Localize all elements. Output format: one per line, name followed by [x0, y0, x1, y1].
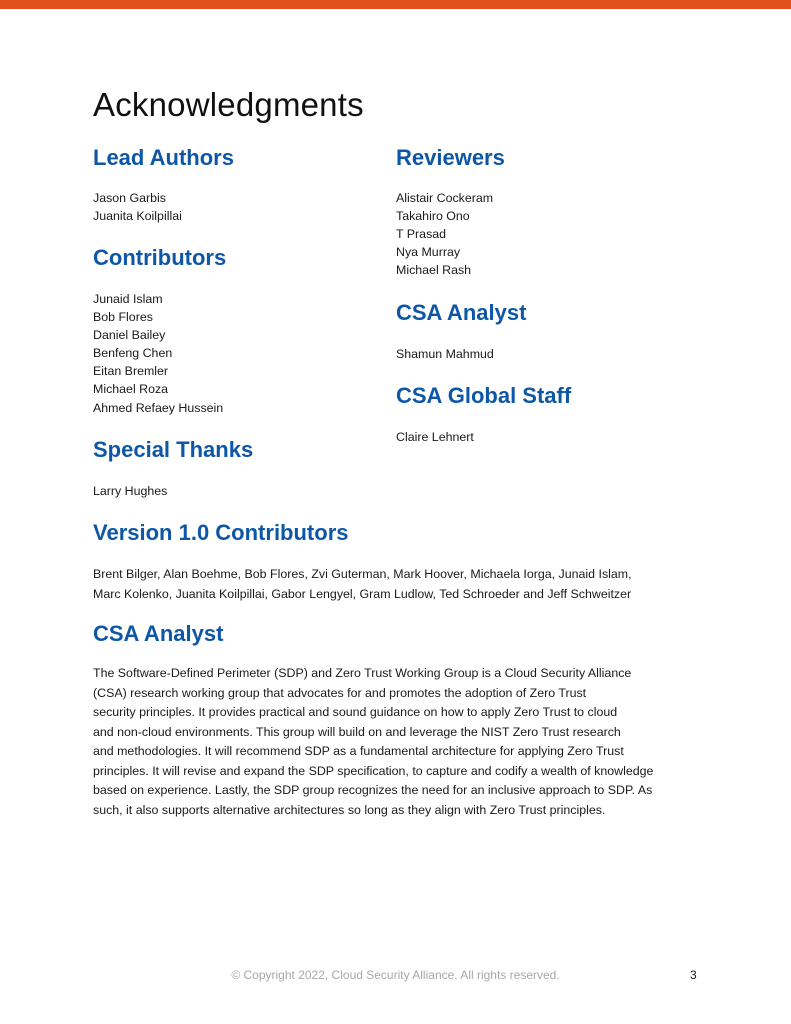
- name-item: Daniel Bailey: [93, 328, 166, 343]
- text-line: Marc Kolenko, Juanita Koilpillai, Gabor Lengyel, Gram Ludlow, Ted Schroeder and Jeff Schweitzer: [93, 586, 632, 601]
- text-line: security principles. It provides practical and sound guidance on how to apply Zero Trust to cloud: [93, 705, 618, 719]
- name-item: Jason Garbis: [93, 191, 167, 205]
- csa-global-staff-list: [396, 428, 474, 446]
- reviewers-heading: Reviewers: [396, 145, 505, 170]
- name-item: Ahmed Refaey Hussein: [93, 400, 224, 415]
- footer-copyright: © Copyright 2022, Cloud Security Alliance. All rights reserved.: [231, 968, 560, 982]
- name-item: Nya Murray: [396, 245, 461, 260]
- name-item: Michael Rash: [396, 263, 472, 278]
- csa-analyst-section-heading: CSA Analyst: [93, 621, 224, 646]
- name-item: Claire Lehnert: [396, 430, 474, 444]
- page-title: Acknowledgments: [93, 86, 364, 123]
- text-line: and non-cloud environments. This group will build on and leverage the NIST Zero Trust research: [93, 724, 621, 739]
- name-item: Shamun Mahmud: [396, 347, 494, 361]
- name-item: Eitan Bremler: [93, 364, 169, 379]
- name-item: Larry Hughes: [93, 484, 168, 498]
- text-line: (CSA) research working group that advocates for and promotes the adoption of Zero Trust: [93, 685, 587, 700]
- name-item: Juanita Koilpillai: [93, 209, 182, 224]
- version-contributors-heading: Version 1.0 Contributors: [93, 520, 349, 545]
- text-line: Brent Bilger, Alan Boehme, Bob Flores, Zvi Guterman, Mark Hoover, Michaela Iorga, Junaid Islam,: [93, 567, 632, 581]
- text-line: The Software-Defined Perimeter (SDP) and Zero Trust Working Group is a Cloud Security Alliance: [93, 666, 632, 680]
- name-item: T Prasad: [396, 227, 447, 242]
- text-line: based on experience. Lastly, the SDP group recognizes the need for an inclusive approach to SDP. As: [93, 783, 653, 797]
- name-item: Benfeng Chen: [93, 346, 173, 361]
- special-thanks-heading: Special Thanks: [93, 437, 254, 462]
- csa-analyst-list: [396, 345, 494, 363]
- top-accent-bar: [0, 0, 791, 9]
- contributors-heading: Contributors: [93, 245, 227, 270]
- lead-authors-heading: Lead Authors: [93, 145, 234, 170]
- lead-authors-list: [93, 189, 182, 225]
- name-item: Bob Flores: [93, 310, 153, 325]
- csa-analyst-heading: CSA Analyst: [396, 300, 527, 325]
- page-number: 3: [690, 968, 697, 982]
- name-item: Takahiro Ono: [396, 209, 470, 224]
- name-item: Junaid Islam: [93, 292, 163, 306]
- csa-global-staff-heading: CSA Global Staff: [396, 383, 572, 408]
- text-line: and methodologies. It will recommend SDP as a fundamental architecture for applying Zero Trust: [93, 744, 624, 758]
- csa-analyst-section-text: [93, 664, 653, 820]
- reviewers-list: [396, 189, 493, 279]
- contributors-list: [93, 290, 223, 417]
- text-line: such, it also supports alternative architectures so long as they align with Zero Trust principles.: [93, 802, 606, 817]
- special-thanks-list: [93, 482, 167, 500]
- name-item: Alistair Cockeram: [396, 191, 494, 205]
- version-contributors-text: [93, 565, 632, 604]
- name-item: Michael Roza: [93, 382, 169, 397]
- text-line: principles. It will revise and expand the SDP specification, to capture and codify a wealth of knowledge: [93, 763, 654, 778]
